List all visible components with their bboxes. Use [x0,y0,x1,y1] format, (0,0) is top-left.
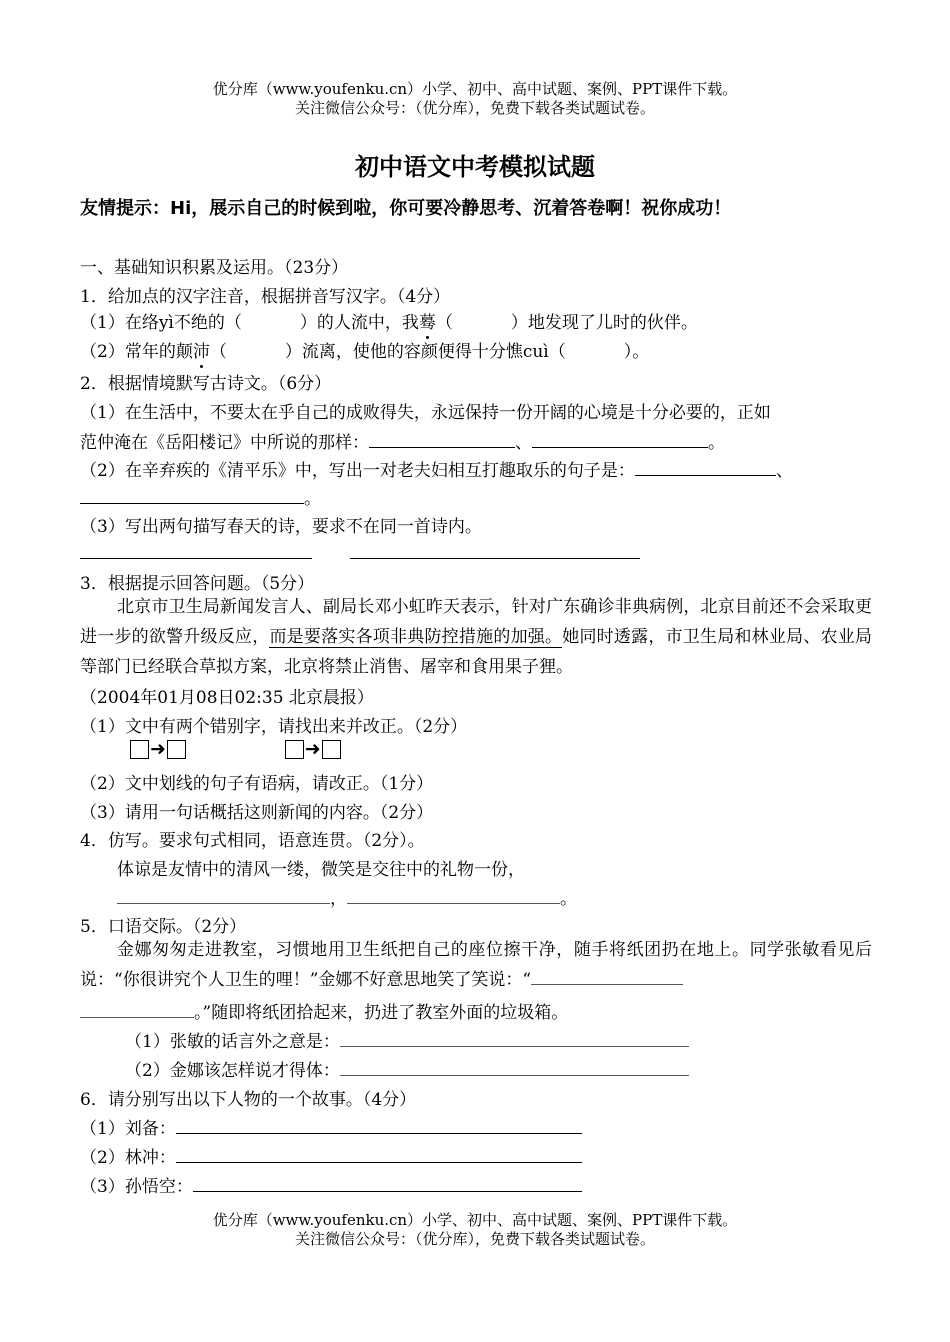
q2-stem: 2．根据情境默写古诗文。（6分） [80,374,332,394]
q2-blank-5[interactable] [80,542,312,559]
q6-c2-label: （2）林冲： [80,1148,176,1168]
q3-box-wrong-1[interactable] [130,740,149,759]
q5-story-line-3 [80,998,568,1023]
q3-news-text-a: 北京市卫生局新闻发言人、副局长邓小虹昨天表示，针对广东确诊非典病例，北京目前还不会采取更进一步的欲警升级反应， [80,597,872,647]
q2-blank-3[interactable] [635,459,776,476]
q3-stem: 3．根据提示回答问题。（5分） [80,574,315,594]
q6-row-1 [80,1114,582,1139]
q5-blank-4[interactable] [340,1060,689,1076]
q4-answer-line [117,884,577,909]
q6-blank-3[interactable] [193,1175,582,1192]
q1-dotted-char-1: 蓦 [418,313,436,333]
q1-line-1 [80,308,698,333]
q1-l2-text-a: （2）常年的颠 [80,342,193,362]
q5-blank-3[interactable] [340,1031,689,1047]
q3-news-text-b: 她同时透露，市卫生局和林业局、农业局等部门已经联合草拟方案，北京将禁止消售、屠宰和食用果子狸。 [80,627,873,677]
arrow-right-icon: ➜ [150,738,166,760]
q4-sep: ， [330,889,347,909]
q5-story-paragraph [80,935,872,995]
q2-p1-end: 。 [708,433,725,453]
q3-sub-1: （1）文中有两个错别字，请找出来并改正。（2分） [80,717,468,737]
q6-c1-label: （1）刘备： [80,1119,176,1139]
q3-source: （2004年01月08日02:35 北京晨报） [80,688,374,708]
q3-box-right-1[interactable] [167,740,186,759]
q3-sub-3: （3）请用一句话概括这则新闻的内容。（2分） [80,803,434,823]
q3-correction-boxes [130,738,341,760]
q2-p1-sep: 、 [515,433,532,453]
q1-l1-text-d: ）地发现了儿时的伙伴。 [510,313,698,333]
q6-c3-label: （3）孙悟空： [80,1177,193,1197]
q2-p2-end: 。 [304,489,321,509]
q5-answer-1 [125,1027,689,1052]
page-title: 初中语文中考模拟试题 [355,153,595,181]
q4-stem: 4．仿写。要求句式相同，语意连贯。（2分）。 [80,831,425,851]
q2-p1-text: 范仲淹在《岳阳楼记》中所说的那样： [80,433,369,453]
q2-p2-sep: 、 [775,461,793,481]
q5-story-text-a: 金娜匆匆走进教室，习惯地用卫生纸把自己的座位擦干净，随手将纸团扔在地上。同学张敏看见后说：“你很讲究个人卫生的哩！”金娜不好意思地笑了笑说：“ [80,940,872,990]
arrow-right-icon: ➜ [304,738,321,760]
q3-news-paragraph [80,592,872,682]
q2-p2-line-1 [80,456,793,481]
q5-stem: 5．口语交际。（2分） [80,917,247,937]
q4-blank-2[interactable] [347,888,560,904]
q4-sentence: 体谅是友情中的清风一缕，微笑是交往中的礼物一份， [117,860,525,880]
friendly-tip: 友情提示：Hi，展示自己的时候到啦，你可要冷静思考、沉着答卷啊！祝你成功！ [80,198,732,219]
q6-row-2 [80,1143,582,1168]
q1-l1-text-c: （ [435,313,453,333]
q6-row-3 [80,1172,582,1197]
q2-p2-line-2 [80,484,321,509]
q4-end: 。 [560,889,577,909]
q2-p1-line-2 [80,428,725,453]
footer-line-1: 优分库（www.youfenku.cn）小学、初中、高中试题、案例、PPT课件下载。 [212,1211,738,1229]
q3-sub-2: （2）文中划线的句子有语病，请改正。（1分） [80,774,434,794]
q1-l1-text-b: ）的人流中，我 [299,313,419,333]
q5-answer-2 [125,1056,689,1081]
q1-dotted-char-2: 沛 [192,342,210,362]
q6-blank-2[interactable] [176,1146,582,1163]
q5-story-text-b: 。”随即将纸团拾起来，扔进了教室外面的垃圾箱。 [194,1003,569,1023]
q2-blank-6[interactable] [350,542,640,559]
section-1-heading: 一、基础知识积累及运用。（23分） [80,258,349,278]
q2-p3-answer-lines [80,542,640,564]
footer-line-2: 关注微信公众号：（优分库），免费下载各类试题试卷。 [294,1230,655,1248]
q2-blank-4[interactable] [80,487,304,504]
q6-blank-1[interactable] [176,1117,582,1134]
q1-l2-text-b: （ [209,342,227,362]
q5-blank-1[interactable] [531,969,683,985]
q1-line-2 [80,337,649,362]
q3-box-right-2[interactable] [322,740,341,759]
q6-stem: 6．请分别写出以下人物的一个故事。（4分） [80,1090,417,1110]
q2-p2-text: （2）在辛弃疾的《清平乐》中，写出一对老夫妇相互打趣取乐的句子是： [80,461,635,481]
q1-l2-text-d: ）。 [623,342,650,362]
q2-blank-1[interactable] [369,431,515,448]
q3-news-underlined: 而是要落实各项非典防控措施的加强。 [269,627,563,647]
header-line-1: 优分库（www.youfenku.cn）小学、初中、高中试题、案例、PPT课件下载。 [212,80,738,98]
q3-box-wrong-2[interactable] [285,740,304,759]
q1-l1-text-a: （1）在络yì不绝的（ [80,313,242,333]
q2-p1-line-1: （1）在生活中，不要太在乎自己的成败得失，永远保持一份开阔的心境是十分必要的，正如 [80,403,771,423]
q2-p3: （3）写出两句描写春天的诗，要求不在同一首诗内。 [80,517,482,537]
q2-blank-2[interactable] [532,431,708,448]
q5-a2-label: （2）金娜该怎样说才得体： [125,1061,340,1081]
header-line-2: 关注微信公众号：（优分库），免费下载各类试题试卷。 [294,99,655,117]
q1-stem: 1．给加点的汉字注音，根据拼音写汉字。（4分） [80,287,451,307]
q4-blank-1[interactable] [117,888,330,904]
q5-a1-label: （1）张敏的话言外之意是： [125,1032,340,1052]
q1-l2-text-c: ）流离，使他的容颜便得十分憔cuì（ [284,342,566,362]
q5-blank-2[interactable] [80,1002,194,1018]
